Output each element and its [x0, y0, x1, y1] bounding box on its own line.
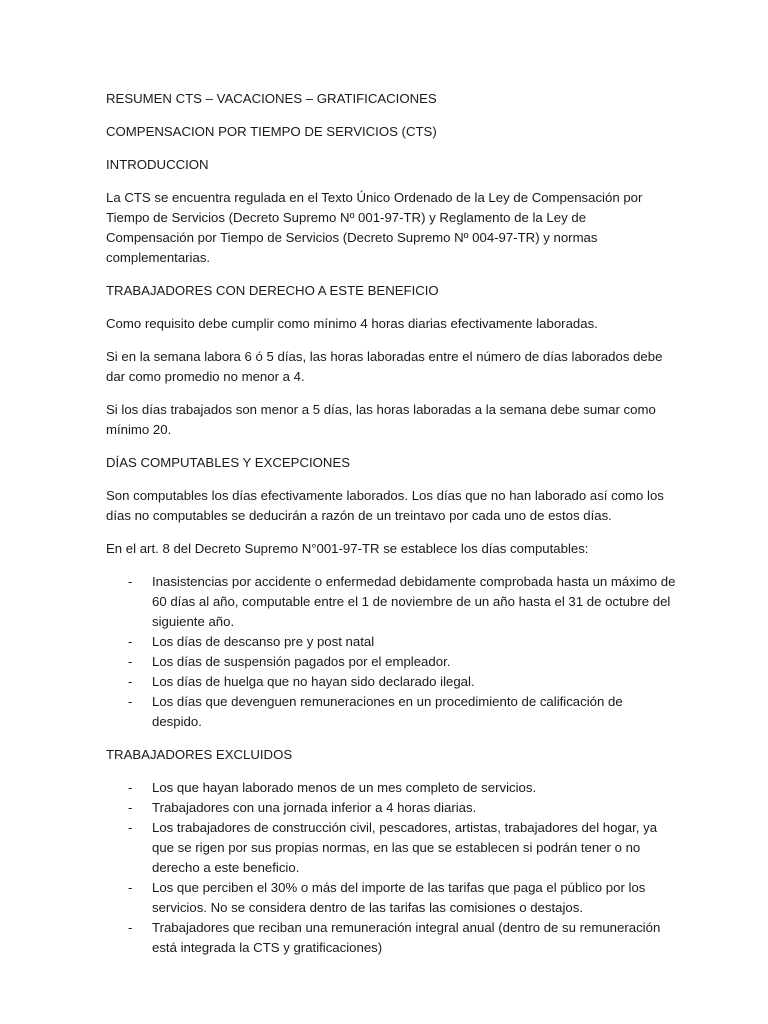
list-item [106, 632, 676, 652]
dash-bullet: - [128, 820, 133, 835]
list-item-text: Los días de suspensión pagados por el empleador. [152, 654, 451, 669]
days-heading: DÍAS COMPUTABLES Y EXCEPCIONES [106, 455, 351, 470]
intro-heading: INTRODUCCION [106, 157, 209, 172]
section-title: COMPENSACION POR TIEMPO DE SERVICIOS (CTS) [106, 124, 437, 139]
dash-bullet: - [128, 800, 133, 815]
list-item [106, 572, 676, 632]
list-item-text: Inasistencias por accidente o enfermedad debidamente comprobada hasta un máximo de 60 días al año, computable entre el 1 de noviembre de un año hasta el 31 de octubre del siguiente año. [152, 574, 676, 629]
dash-bullet: - [128, 574, 133, 589]
list-item [106, 778, 676, 798]
computable-days-list [106, 572, 676, 732]
list-item-text: Los que perciben el 30% o más del importe de las tarifas que paga el público por los servicios. No se considera dentro de las tarifas las comisiones o destajos. [152, 880, 646, 915]
excluded-workers-list [106, 778, 676, 958]
workers-heading: TRABAJADORES CON DERECHO A ESTE BENEFICIO [106, 283, 439, 298]
workers-paragraph-1: Como requisito debe cumplir como mínimo 4 horas diarias efectivamente laboradas. [106, 316, 598, 331]
list-item [106, 918, 676, 958]
dash-bullet: - [128, 634, 133, 649]
dash-bullet: - [128, 674, 133, 689]
days-paragraph-1: Son computables los días efectivamente laborados. Los días que no han laborado así como los días no computables se deducirán a razón de un treintavo por cada uno de estos días. [106, 488, 664, 523]
excluded-heading: TRABAJADORES EXCLUIDOS [106, 747, 293, 762]
list-item-text: Los que hayan laborado menos de un mes completo de servicios. [152, 780, 537, 795]
list-item-text: Trabajadores que reciban una remuneración integral anual (dentro de su remuneración está integrada la CTS y gratificaciones) [152, 920, 661, 955]
list-item [106, 798, 676, 818]
list-item [106, 692, 676, 732]
workers-paragraph-3: Si los días trabajados son menor a 5 días, las horas laboradas a la semana debe sumar como mínimo 20. [106, 402, 656, 437]
list-item-text: Los días de descanso pre y post natal [152, 634, 375, 649]
dash-bullet: - [128, 654, 133, 669]
dash-bullet: - [128, 920, 133, 935]
document-title: RESUMEN CTS – VACACIONES – GRATIFICACIONES [106, 91, 437, 106]
dash-bullet: - [128, 780, 133, 795]
list-item [106, 652, 676, 672]
dash-bullet: - [128, 880, 133, 895]
intro-paragraph: La CTS se encuentra regulada en el Texto Único Ordenado de la Ley de Compensación por Tiempo de Servicios (Decreto Supremo Nº 001-97-TR) y Reglamento de la Ley de Compensación por Tiempo de Servicios (Decreto Supremo Nº 004-97-TR) y normas complementarias. [106, 190, 643, 265]
dash-bullet: - [128, 694, 133, 709]
list-item [106, 672, 676, 692]
list-item [106, 878, 676, 918]
days-paragraph-2: En el art. 8 del Decreto Supremo N°001-97-TR se establece los días computables: [106, 541, 589, 556]
workers-paragraph-2: Si en la semana labora 6 ó 5 días, las horas laboradas entre el número de días laborados debe dar como promedio no menor a 4. [106, 349, 663, 384]
list-item-text: Los días de huelga que no hayan sido declarado ilegal. [152, 674, 475, 689]
document-body [106, 89, 676, 971]
list-item-text: Los días que devenguen remuneraciones en un procedimiento de calificación de despido. [152, 694, 623, 729]
list-item-text: Trabajadores con una jornada inferior a 4 horas diarias. [152, 800, 477, 815]
list-item-text: Los trabajadores de construcción civil, pescadores, artistas, trabajadores del hogar, ya que se rigen por sus propias normas, en las que se establecen si podrán tener o no derecho a este beneficio. [152, 820, 658, 875]
list-item [106, 818, 676, 878]
